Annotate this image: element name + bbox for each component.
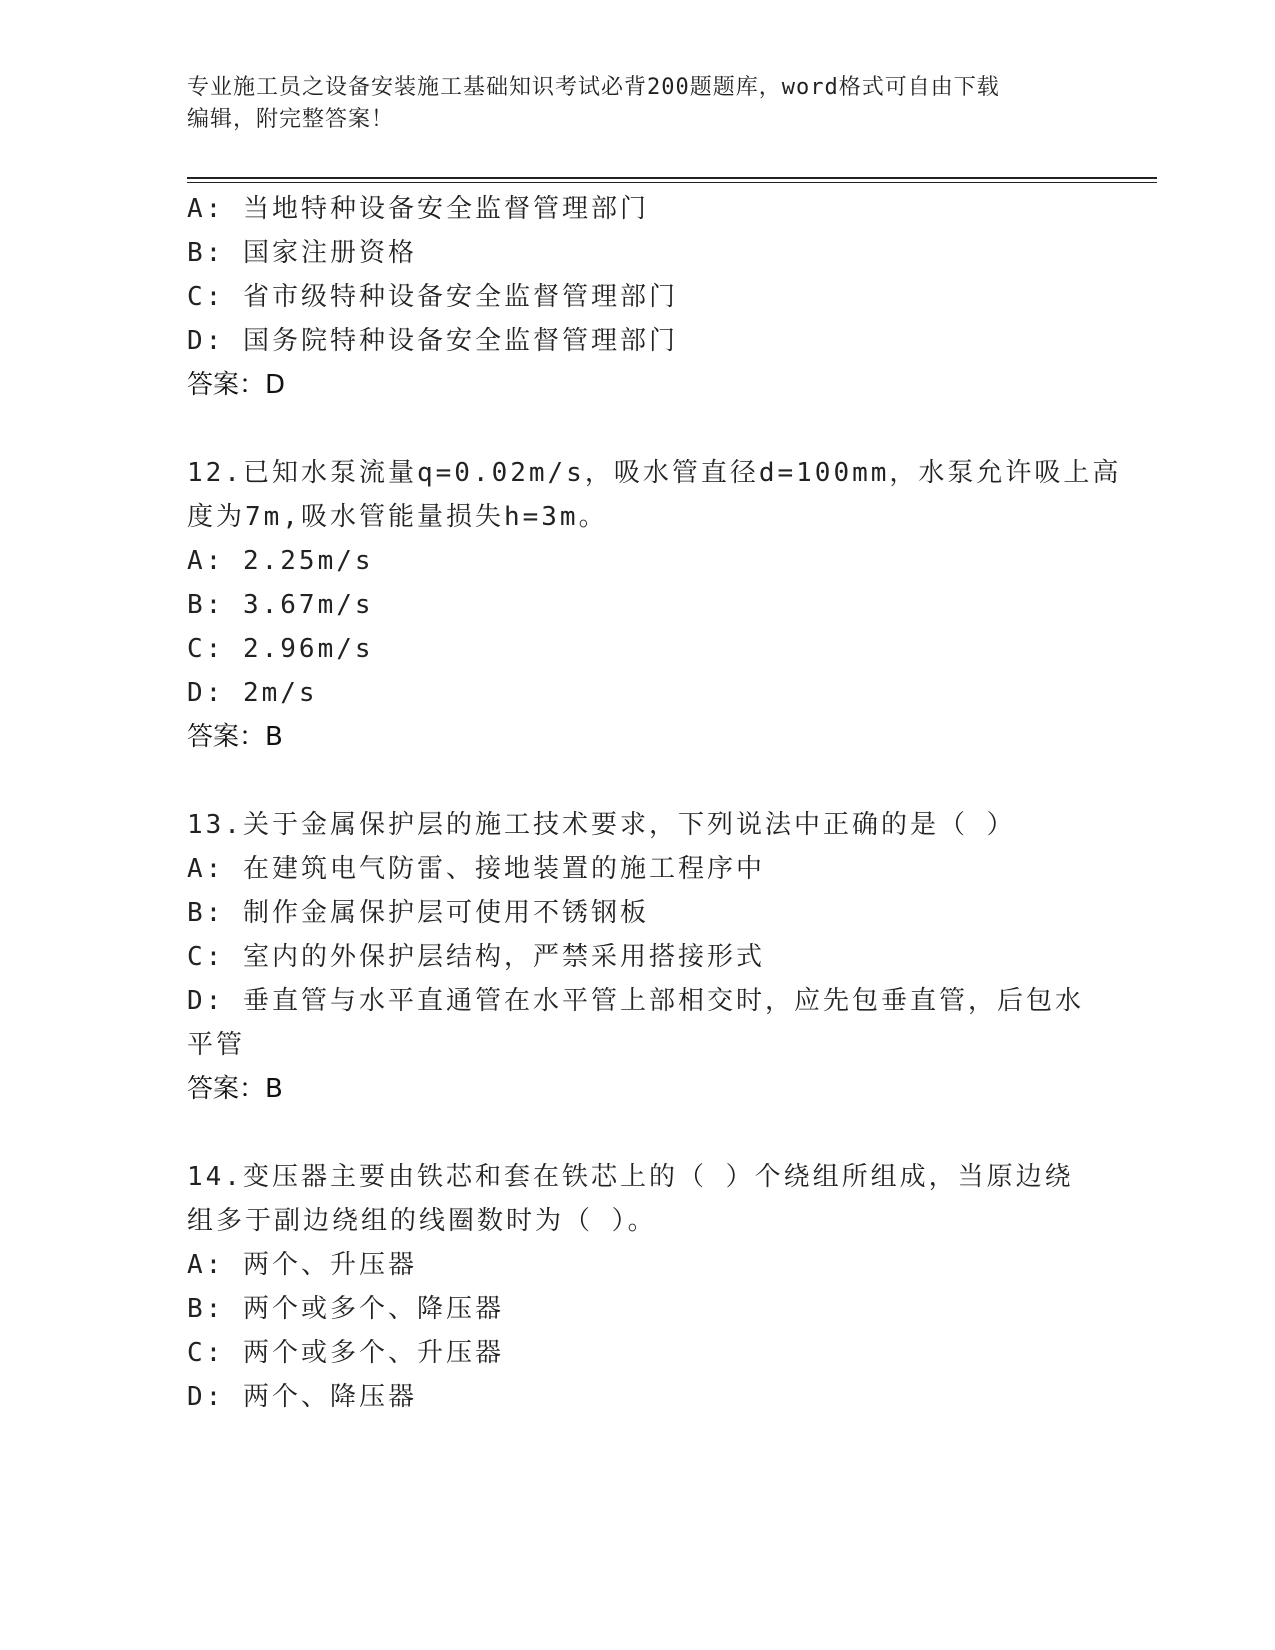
- q14-option-b: B: 两个或多个、降压器: [187, 1294, 504, 1324]
- header-line-2: 编辑，附完整答案！: [187, 107, 395, 132]
- q13-stem-line-1: 13.关于金属保护层的施工技术要求，下列说法中正确的是（ ）: [187, 810, 1016, 840]
- q11-option-b: B: 国家注册资格: [187, 238, 417, 268]
- q14-option-c: C: 两个或多个、升压器: [187, 1338, 504, 1368]
- q14-option-a: A: 两个、升压器: [187, 1250, 417, 1280]
- q12-option-a: A: 2.25m/s: [187, 546, 374, 576]
- q14-stem-line-2: 组多于副边绕组的线圈数时为（ ）。: [187, 1206, 657, 1236]
- q13-option-d-line-1: D: 垂直管与水平直通管在水平管上部相交时，应先包垂直管，后包水: [187, 986, 1084, 1016]
- q11-answer: 答案：D: [187, 370, 286, 400]
- q12-stem-line-1: 12.已知水泵流量q=0.02m/s，吸水管直径d=100mm，水泵允许吸上高: [187, 458, 1122, 488]
- q13-option-c: C: 室内的外保护层结构，严禁采用搭接形式: [187, 942, 765, 972]
- q13-answer: 答案：B: [187, 1074, 283, 1104]
- q13-option-b: B: 制作金属保护层可使用不锈钢板: [187, 898, 649, 928]
- q12-option-d: D: 2m/s: [187, 678, 318, 708]
- header-line-1: 专业施工员之设备安装施工基础知识考试必背200题题库，word格式可自由下载: [187, 75, 1000, 100]
- q12-option-c: C: 2.96m/s: [187, 634, 374, 664]
- q14-stem-line-1: 14.变压器主要由铁芯和套在铁芯上的（ ）个绕组所组成，当原边绕: [187, 1162, 1074, 1192]
- q13-option-a: A: 在建筑电气防雷、接地装置的施工程序中: [187, 854, 765, 884]
- q12-option-b: B: 3.67m/s: [187, 590, 374, 620]
- header-divider-thick: [187, 177, 1157, 179]
- q11-option-d: D: 国务院特种设备安全监督管理部门: [187, 326, 678, 356]
- document-header: [187, 72, 1087, 136]
- header-divider-thin: [187, 182, 1157, 183]
- q11-option-a: A: 当地特种设备安全监督管理部门: [187, 194, 649, 224]
- q12-answer: 答案：B: [187, 722, 283, 752]
- q13-option-d-line-2: 平管: [187, 1030, 246, 1060]
- q14-option-d: D: 两个、降压器: [187, 1382, 417, 1412]
- q11-option-c: C: 省市级特种设备安全监督管理部门: [187, 282, 678, 312]
- q12-stem-line-2: 度为7m,吸水管能量损失h=3m。: [187, 502, 608, 532]
